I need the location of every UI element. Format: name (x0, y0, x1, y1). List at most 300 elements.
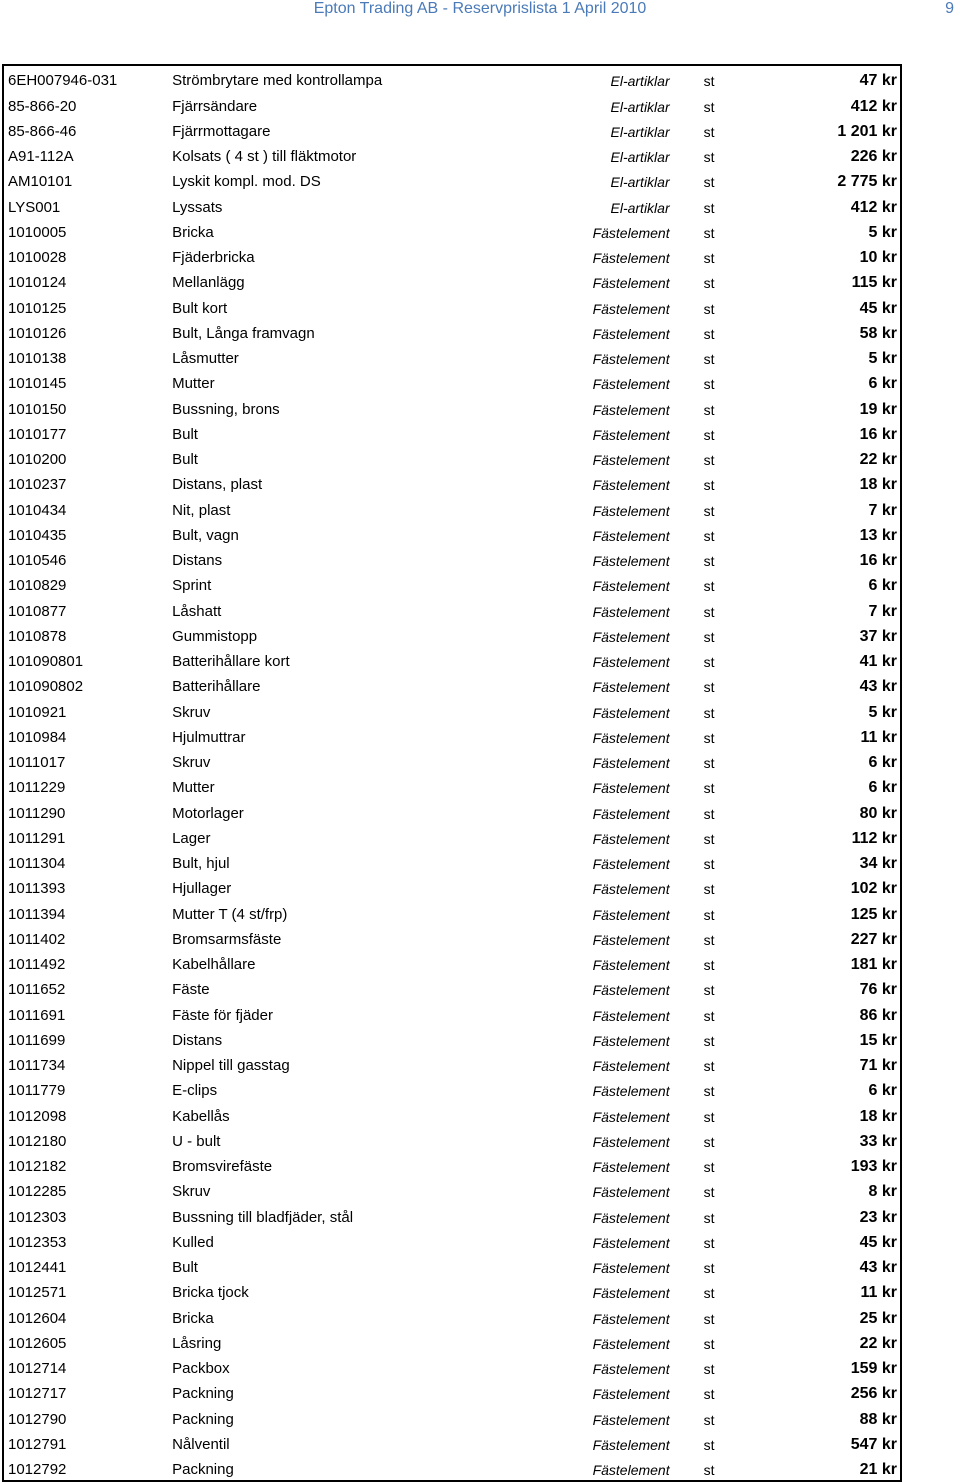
description-cell: Bricka tjock (172, 1284, 249, 1302)
price-cell: 88 kr (859, 1410, 897, 1428)
unit-cell: st (703, 426, 715, 443)
unit-cell: st (703, 401, 715, 418)
table-row (3, 1026, 901, 1051)
unit-cell: st (703, 755, 715, 771)
description-cell: Skruv (172, 703, 211, 721)
description-cell: Sprint (172, 577, 212, 595)
article-number-cell: 1011699 (8, 1031, 66, 1049)
description-cell: Fäste för fjäder (172, 1006, 273, 1024)
category-cell: El-artiklar (610, 149, 670, 165)
category-cell: Fästelement (592, 856, 670, 872)
description-cell: Distans (172, 552, 223, 569)
unit-cell: st (703, 1133, 715, 1150)
price-cell: 25 kr (859, 1309, 897, 1327)
unit-cell: st (703, 906, 715, 923)
price-list-table (2, 64, 902, 1482)
price-cell: 33 kr (859, 1132, 897, 1150)
category-cell: Fästelement (592, 1058, 670, 1074)
table-row (3, 142, 901, 167)
table-row (3, 91, 901, 116)
price-cell: 8 kr (868, 1183, 897, 1201)
table-row (3, 1455, 901, 1481)
unit-cell: st (703, 174, 715, 191)
category-cell: Fästelement (592, 704, 670, 721)
article-number-cell: 1011402 (8, 930, 66, 948)
unit-cell: st (703, 123, 715, 140)
table-row (3, 344, 901, 369)
table-row (3, 394, 901, 419)
category-cell: Fästelement (592, 906, 670, 923)
category-cell: Fästelement (592, 426, 670, 443)
category-cell: Fästelement (592, 957, 670, 973)
description-cell: Bromsarmsfäste (172, 930, 282, 948)
article-number-cell: 1011492 (8, 956, 66, 973)
category-cell: Fästelement (592, 1260, 670, 1276)
table-row (3, 1329, 901, 1354)
table-row (3, 117, 901, 142)
table-row (3, 1177, 901, 1202)
category-cell: Fästelement (592, 1184, 670, 1201)
category-cell: Fästelement (592, 1083, 670, 1100)
unit-cell: st (703, 502, 715, 519)
article-number-cell: 1010435 (8, 526, 67, 544)
unit-cell: st (703, 300, 715, 317)
unit-cell: st (703, 805, 715, 822)
description-cell: Bricka (172, 223, 214, 241)
article-number-cell: 1010200 (8, 451, 67, 468)
article-number-cell: 1012441 (8, 1259, 67, 1276)
article-number-cell: 1012182 (8, 1158, 67, 1175)
unit-cell: st (703, 957, 715, 973)
price-cell: 22 kr (859, 1334, 897, 1352)
description-cell: Bult (172, 451, 198, 468)
price-cell: 58 kr (859, 324, 897, 342)
price-cell: 5 kr (868, 350, 897, 367)
price-cell: 115 kr (851, 274, 897, 292)
description-cell: Bult, Långa framvagn (172, 324, 315, 342)
category-cell: Fästelement (592, 755, 670, 771)
article-number-cell: 1010125 (8, 299, 67, 317)
price-cell: 80 kr (859, 804, 897, 822)
unit-cell: st (703, 452, 715, 468)
article-number-cell: 1011734 (8, 1057, 66, 1074)
price-cell: 18 kr (859, 1107, 897, 1125)
price-cell: 5 kr (868, 223, 897, 241)
category-cell: Fästelement (592, 1007, 670, 1024)
price-cell: 193 kr (850, 1158, 897, 1175)
article-number-cell: 1012180 (8, 1132, 67, 1150)
unit-cell: st (703, 679, 715, 696)
unit-cell: st (703, 1436, 715, 1453)
table-row (3, 622, 901, 647)
table-row (3, 1202, 901, 1227)
table-row (3, 192, 901, 217)
unit-cell: st (703, 654, 715, 670)
unit-cell: st (703, 628, 715, 645)
price-cell: 5 kr (868, 703, 897, 721)
article-number-cell: 1012098 (8, 1107, 67, 1125)
description-cell: Mutter T (4 st/frp) (172, 905, 288, 923)
unit-cell: st (703, 553, 715, 569)
unit-cell: st (703, 275, 715, 292)
article-number-cell: 101090802 (8, 678, 84, 696)
category-cell: Fästelement (592, 1386, 670, 1403)
table-row (3, 319, 901, 344)
unit-cell: st (703, 1007, 715, 1024)
article-number-cell: 1010028 (8, 249, 67, 266)
description-cell: Bult (172, 1259, 198, 1276)
article-number-cell: 1010546 (8, 552, 67, 569)
description-cell: Fjärrmottagare (172, 122, 271, 140)
article-number-cell: 1012605 (8, 1334, 67, 1352)
description-cell: Kabellås (172, 1107, 230, 1125)
table-row (3, 975, 901, 1000)
description-cell: Nålventil (172, 1435, 230, 1453)
description-cell: Bussning, brons (172, 400, 280, 418)
category-cell: Fästelement (592, 1032, 670, 1049)
table-row (3, 824, 901, 849)
article-number-cell: 1012717 (8, 1385, 67, 1403)
unit-cell: st (703, 1058, 715, 1074)
article-number-cell: A91-112A (8, 148, 74, 165)
unit-cell: st (703, 376, 715, 393)
table-row (3, 445, 901, 470)
table-row (3, 723, 901, 748)
description-cell: Kulled (172, 1233, 214, 1251)
price-cell: 21 kr (859, 1461, 897, 1478)
description-cell: Lager (172, 829, 211, 847)
table-row (3, 798, 901, 823)
category-cell: El-artiklar (610, 98, 670, 115)
article-number-cell: 1012790 (8, 1410, 67, 1428)
unit-cell: st (703, 351, 715, 367)
unit-cell: st (703, 1411, 715, 1428)
unit-cell: st (703, 830, 715, 847)
price-cell: 6 kr (868, 1082, 897, 1100)
table-row (3, 495, 901, 520)
page-header (0, 0, 960, 20)
price-cell: 1 201 kr (837, 122, 897, 140)
price-cell: 22 kr (859, 451, 897, 468)
category-cell: Fästelement (592, 578, 670, 595)
category-cell: El-artiklar (610, 199, 670, 216)
article-number-cell: 1010921 (8, 703, 67, 721)
description-cell: Skruv (172, 1183, 211, 1201)
price-cell: 16 kr (859, 552, 897, 569)
table-row (3, 65, 901, 91)
article-number-cell: LYS001 (8, 198, 61, 216)
table-row (3, 1000, 901, 1025)
price-cell: 43 kr (859, 678, 897, 696)
description-cell: Låshatt (172, 602, 222, 620)
description-cell: Bult, vagn (172, 526, 239, 544)
article-number-cell: 1012285 (8, 1183, 67, 1201)
category-cell: Fästelement (592, 553, 670, 569)
category-cell: Fästelement (592, 250, 670, 266)
article-number-cell: 1011779 (8, 1082, 66, 1100)
table-row (3, 167, 901, 192)
price-cell: 16 kr (859, 425, 897, 443)
category-cell: Fästelement (592, 502, 670, 519)
unit-cell: st (703, 1209, 715, 1226)
category-cell: Fästelement (592, 224, 670, 241)
unit-cell: st (703, 856, 715, 872)
description-cell: Packning (172, 1385, 234, 1403)
article-number-cell: 85-866-20 (8, 97, 77, 115)
article-number-cell: 1011652 (8, 981, 66, 999)
table-row (3, 1101, 901, 1126)
price-cell: 10 kr (859, 249, 897, 266)
category-cell: Fästelement (592, 1361, 670, 1377)
price-cell: 226 kr (850, 148, 897, 165)
article-number-cell: 1012353 (8, 1233, 67, 1251)
description-cell: Packbox (172, 1360, 230, 1377)
category-cell: Fästelement (592, 300, 670, 317)
unit-cell: st (703, 73, 715, 90)
unit-cell: st (703, 149, 715, 165)
description-cell: Mellanlägg (172, 274, 245, 292)
category-cell: Fästelement (592, 830, 670, 847)
unit-cell: st (703, 98, 715, 115)
description-cell: Bult, hjul (172, 855, 230, 872)
category-cell: Fästelement (592, 527, 670, 544)
unit-cell: st (703, 1386, 715, 1403)
category-cell: Fästelement (592, 351, 670, 367)
table-row (3, 672, 901, 697)
unit-cell: st (703, 982, 715, 999)
article-number-cell: 1012714 (8, 1360, 67, 1377)
category-cell: Fästelement (592, 931, 670, 948)
price-cell: 112 kr (851, 829, 897, 847)
unit-cell: st (703, 1335, 715, 1352)
table-row (3, 849, 901, 874)
price-cell: 6 kr (868, 779, 897, 797)
category-cell: Fästelement (592, 1411, 670, 1428)
article-number-cell: 1012604 (8, 1309, 67, 1327)
article-number-cell: 6EH007946-031 (8, 72, 118, 90)
description-cell: Batterihållare kort (172, 653, 290, 670)
article-number-cell: 1010237 (8, 476, 67, 494)
price-cell: 6 kr (868, 375, 897, 393)
category-cell: Fästelement (592, 654, 670, 670)
price-cell: 125 kr (850, 905, 897, 923)
description-cell: Mutter (172, 375, 215, 393)
article-number-cell: 1011017 (8, 754, 66, 771)
description-cell: Batterihållare (172, 678, 261, 696)
article-number-cell: 1010984 (8, 728, 67, 746)
article-number-cell: 1011229 (8, 779, 66, 797)
unit-cell: st (703, 1032, 715, 1049)
table-row (3, 571, 901, 596)
unit-cell: st (703, 1462, 715, 1478)
price-list-body (3, 65, 901, 1481)
article-number-cell: 1010005 (8, 223, 67, 241)
unit-cell: st (703, 603, 715, 620)
table-row (3, 1430, 901, 1455)
category-cell: Fästelement (592, 1159, 670, 1175)
article-number-cell: 1010877 (8, 602, 67, 620)
description-cell: Nippel till gasstag (172, 1057, 290, 1074)
table-row (3, 521, 901, 546)
description-cell: Skruv (172, 754, 211, 771)
price-cell: 71 kr (859, 1057, 897, 1074)
table-row (3, 1354, 901, 1379)
article-number-cell: 1010878 (8, 627, 67, 645)
article-number-cell: 1010177 (8, 425, 67, 443)
price-cell: 159 kr (850, 1360, 897, 1377)
unit-cell: st (703, 1285, 715, 1302)
unit-cell: st (703, 1083, 715, 1100)
article-number-cell: 1011304 (8, 855, 66, 872)
description-cell: Bricka (172, 1309, 214, 1327)
unit-cell: st (703, 578, 715, 595)
price-cell: 227 kr (850, 930, 897, 948)
table-row (3, 697, 901, 722)
category-cell: Fästelement (592, 1133, 670, 1150)
unit-cell: st (703, 325, 715, 342)
article-number-cell: 1012791 (8, 1435, 67, 1453)
article-number-cell: 1011291 (8, 829, 66, 847)
unit-cell: st (703, 1184, 715, 1201)
category-cell: Fästelement (592, 275, 670, 292)
price-cell: 412 kr (850, 97, 897, 115)
article-number-cell: 1011394 (8, 905, 66, 923)
table-row (3, 470, 901, 495)
description-cell: Packning (172, 1461, 234, 1478)
article-number-cell: AM10101 (8, 173, 73, 191)
description-cell: Bult (172, 425, 198, 443)
description-cell: Nit, plast (172, 501, 231, 519)
description-cell: Hjullager (172, 880, 232, 898)
article-number-cell: 1011290 (8, 804, 66, 822)
price-cell: 11 kr (860, 1284, 897, 1302)
description-cell: Gummistopp (172, 627, 258, 645)
description-cell: Bult kort (172, 299, 228, 317)
description-cell: Packning (172, 1410, 234, 1428)
table-row (3, 1051, 901, 1076)
table-row (3, 748, 901, 773)
category-cell: Fästelement (592, 477, 670, 494)
article-number-cell: 1012792 (8, 1461, 67, 1478)
category-cell: El-artiklar (610, 123, 670, 140)
category-cell: Fästelement (592, 628, 670, 645)
description-cell: Fjärrsändare (172, 97, 258, 115)
table-row (3, 874, 901, 899)
article-number-cell: 85-866-46 (8, 122, 77, 140)
table-row (3, 950, 901, 975)
description-cell: Kolsats ( 4 st ) till fläktmotor (172, 148, 357, 165)
unit-cell: st (703, 477, 715, 494)
price-cell: 102 kr (850, 880, 897, 898)
price-cell: 7 kr (868, 501, 897, 519)
category-cell: Fästelement (592, 401, 670, 418)
price-cell: 547 kr (850, 1435, 897, 1453)
article-number-cell: 1010145 (8, 375, 67, 393)
table-row (3, 647, 901, 672)
article-number-cell: 1010434 (8, 501, 67, 519)
category-cell: Fästelement (592, 376, 670, 393)
unit-cell: st (703, 1108, 715, 1125)
table-row (3, 1228, 901, 1253)
article-number-cell: 1010138 (8, 350, 67, 367)
unit-cell: st (703, 1260, 715, 1276)
page-number: 9 (945, 0, 954, 17)
description-cell: Distans (172, 1031, 223, 1049)
price-cell: 2 775 kr (837, 173, 897, 191)
price-cell: 18 kr (859, 476, 897, 494)
unit-cell: st (703, 931, 715, 948)
price-cell: 6 kr (868, 577, 897, 595)
table-row (3, 1379, 901, 1404)
price-cell: 41 kr (859, 653, 897, 670)
table-row (3, 899, 901, 924)
table-row (3, 1127, 901, 1152)
description-cell: Lyskit kompl. mod. DS (172, 173, 321, 191)
unit-cell: st (703, 1234, 715, 1251)
table-row (3, 1076, 901, 1101)
description-cell: Fjäderbricka (172, 249, 255, 266)
category-cell: Fästelement (592, 982, 670, 999)
article-number-cell: 1010150 (8, 400, 67, 418)
unit-cell: st (703, 881, 715, 898)
description-cell: Låsmutter (172, 350, 239, 367)
price-cell: 181 kr (850, 956, 897, 973)
price-cell: 76 kr (859, 981, 897, 999)
table-row (3, 596, 901, 621)
price-cell: 6 kr (868, 754, 897, 771)
price-cell: 45 kr (859, 299, 897, 317)
price-cell: 15 kr (859, 1031, 897, 1049)
article-number-cell: 1012303 (8, 1208, 67, 1226)
price-cell: 86 kr (859, 1006, 897, 1024)
description-cell: E-clips (172, 1082, 218, 1100)
unit-cell: st (703, 780, 715, 797)
table-row (3, 420, 901, 445)
category-cell: Fästelement (592, 780, 670, 797)
price-cell: 37 kr (859, 627, 897, 645)
category-cell: Fästelement (592, 679, 670, 696)
price-cell: 47 kr (859, 72, 897, 90)
description-cell: Distans, plast (172, 476, 263, 494)
article-number-cell: 1010829 (8, 577, 67, 595)
category-cell: Fästelement (592, 805, 670, 822)
table-row (3, 1404, 901, 1429)
unit-cell: st (703, 1361, 715, 1377)
table-row (3, 268, 901, 293)
table-row (3, 925, 901, 950)
price-cell: 412 kr (850, 198, 897, 216)
unit-cell: st (703, 1159, 715, 1175)
unit-cell: st (703, 1310, 715, 1327)
category-cell: Fästelement (592, 603, 670, 620)
description-cell: Strömbrytare med kontrollampa (172, 72, 383, 90)
table-row (3, 1152, 901, 1177)
category-cell: Fästelement (592, 1335, 670, 1352)
price-cell: 19 kr (859, 400, 897, 418)
unit-cell: st (703, 729, 715, 746)
category-cell: Fästelement (592, 1436, 670, 1453)
price-cell: 34 kr (859, 855, 897, 872)
table-row (3, 293, 901, 318)
price-cell: 13 kr (859, 526, 897, 544)
price-cell: 7 kr (868, 602, 897, 620)
article-number-cell: 1011691 (8, 1006, 66, 1024)
article-number-cell: 101090801 (8, 653, 84, 670)
unit-cell: st (703, 199, 715, 216)
description-cell: Hjulmuttrar (172, 728, 246, 746)
table-row (3, 243, 901, 268)
category-cell: Fästelement (592, 1462, 670, 1478)
